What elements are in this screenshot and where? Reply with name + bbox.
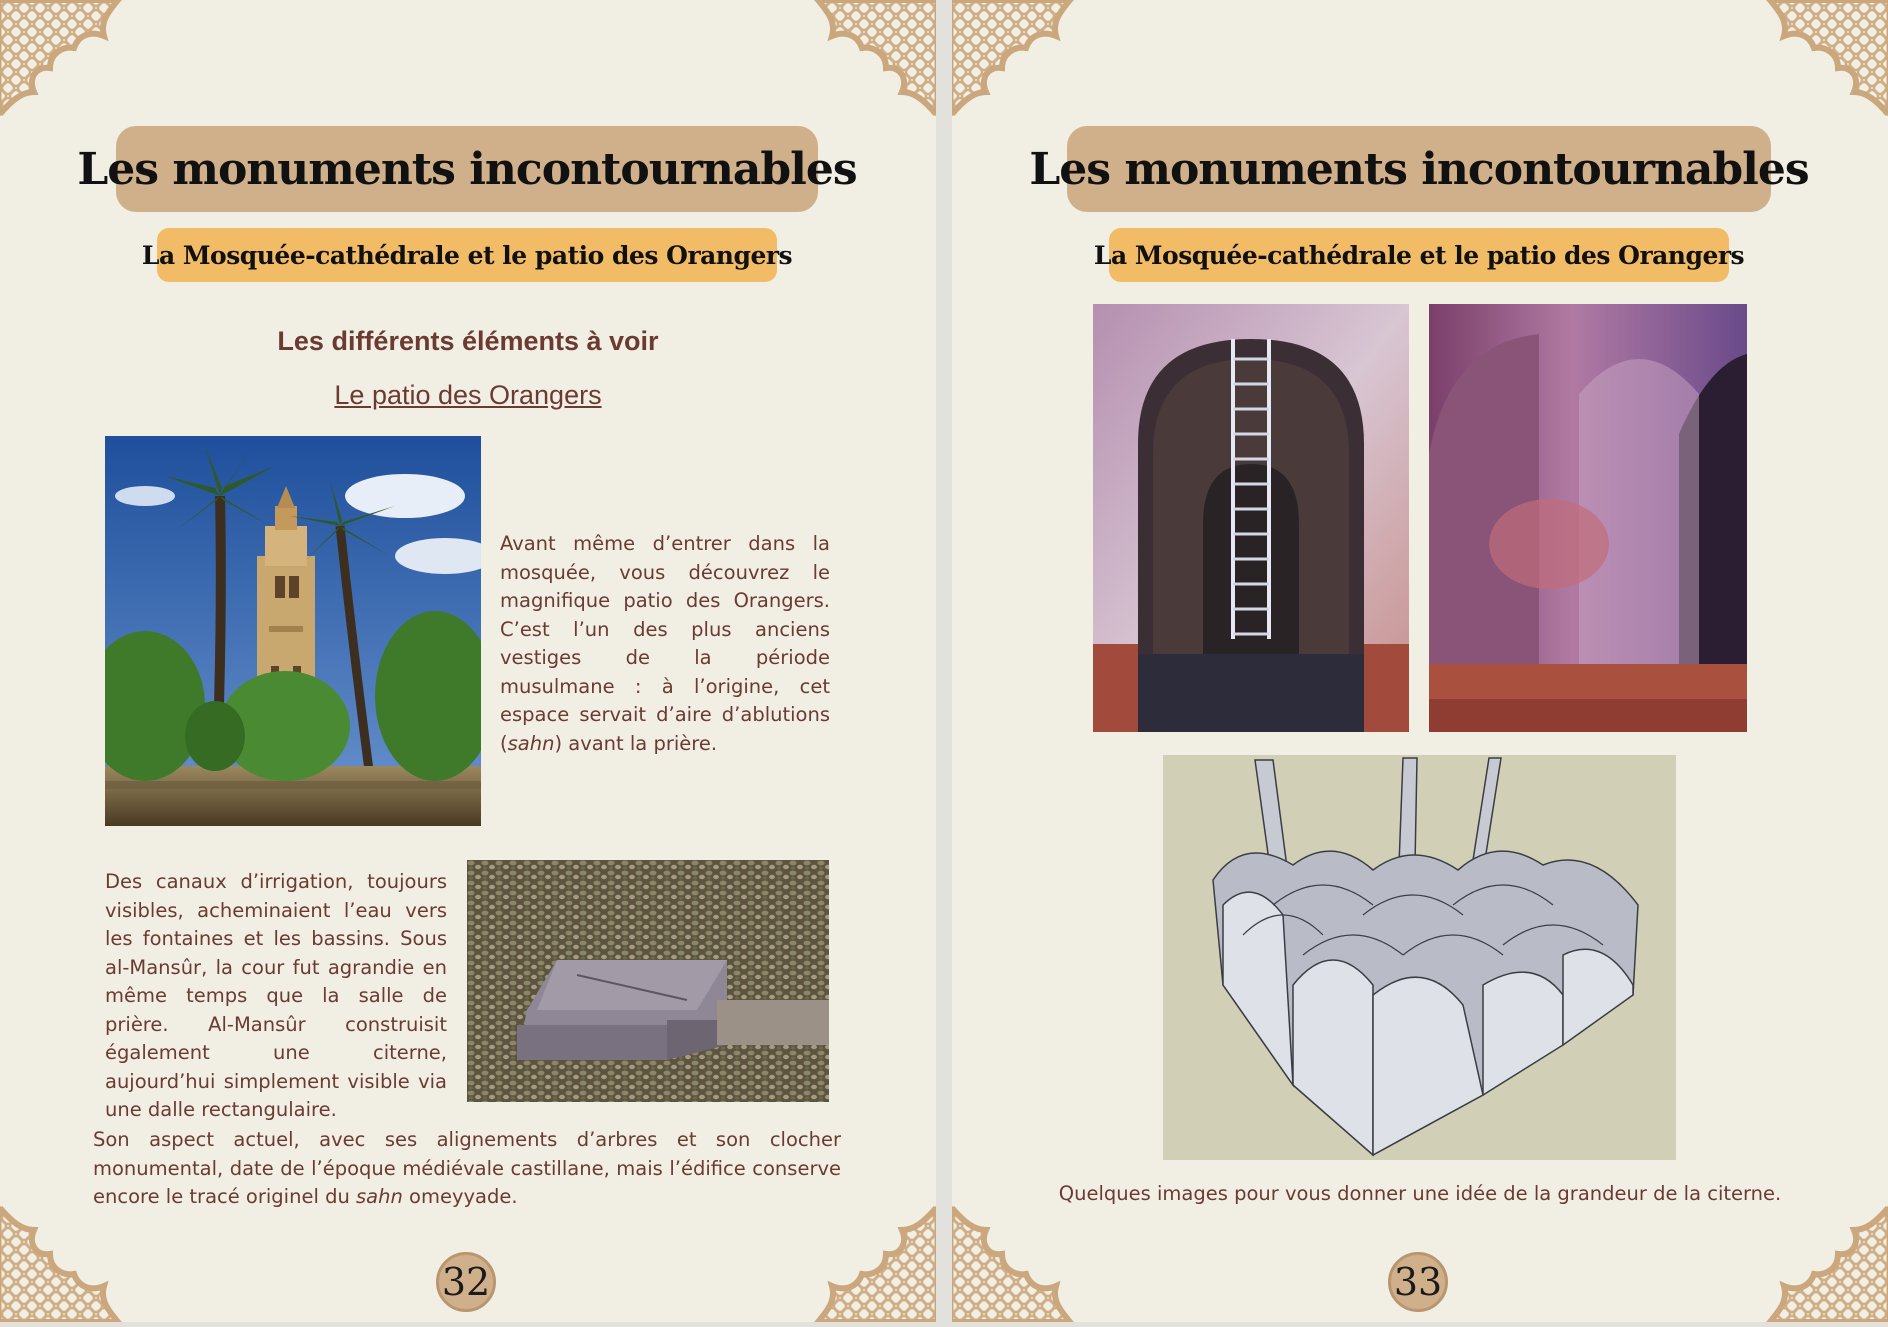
cistern-arches-photo (1429, 304, 1747, 732)
page-title: Les monuments incontournables (1067, 126, 1771, 212)
patio-photo (105, 436, 481, 826)
page-number: 33 (1388, 1252, 1448, 1312)
left-page (0, 0, 936, 1322)
paragraph-patio-intro: Avant même d’entrer dans la mosquée, vous découvrez le magnifique patio des Orangers. C’est l’un des plus anciens vestiges de la période musulmane : à l’origine, cet espace servait d’aire d’ablutions (sahn) avant la prière. (500, 532, 830, 755)
image-caption: Quelques images pour vous donner une idée de la grandeur de la citerne. (1058, 1182, 1782, 1205)
corner-ornament (786, 0, 936, 150)
paragraph-irrigation: Des canaux d’irrigation, toujours visibles, acheminaient l’eau vers les fontaines et les bassins. Sous al-Mansûr, la cour fut agrandie en même temps que la salle de prière. Al-Mansûr construisit également une citerne, aujourd’hui simplement visible via une dalle rectangulaire. (105, 870, 447, 1121)
page-subtitle: La Mosquée-cathédrale et le patio des Orangers (157, 228, 777, 282)
cistern-slab-photo (467, 860, 829, 1102)
right-page (952, 0, 1888, 1322)
page-title: Les monuments incontournables (116, 126, 818, 212)
section-heading: Les différents éléments à voir (277, 326, 659, 356)
cistern-ladder-photo (1093, 304, 1409, 732)
cistern-3d-model (1163, 755, 1676, 1160)
page-subtitle: La Mosquée-cathédrale et le patio des Orangers (1109, 228, 1729, 282)
section-link[interactable]: Le patio des Orangers (334, 380, 602, 410)
page-number: 32 (436, 1252, 496, 1312)
paragraph-current-aspect: Son aspect actuel, avec ses alignements d’arbres et son clocher monumental, date de l’époque médiévale castillane, mais l’édifice conserve encore le tracé originel du sahn omeyyade. (93, 1128, 841, 1208)
